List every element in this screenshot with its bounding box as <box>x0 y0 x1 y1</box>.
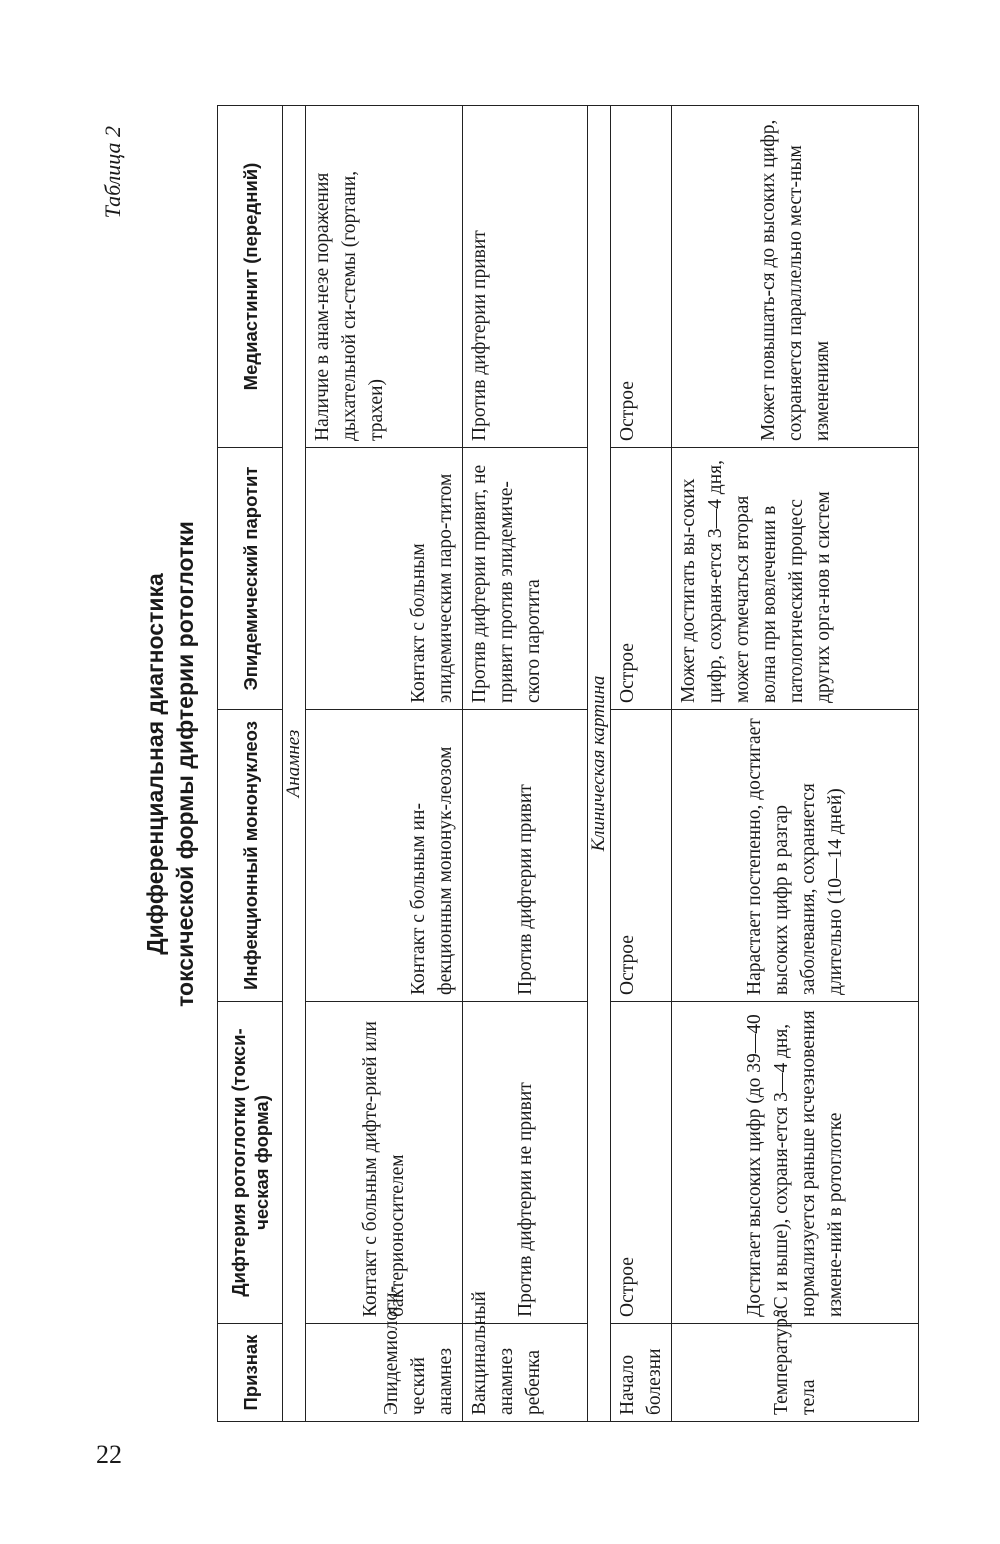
cell-diphtheria: Острое <box>611 1002 672 1324</box>
col-header-sign: Признак <box>218 1324 283 1422</box>
cell-sign: Температура тела <box>672 1324 919 1422</box>
header-row <box>218 106 283 1422</box>
col-header-mononucleosis: Инфекционный мононуклеоз <box>218 710 283 1002</box>
cell-mediastinitis: Наличие в анам-незе поражения дыхательной си-стемы (гортани, трахеи) <box>306 106 463 448</box>
section-heading-anamnesis: Анамнез <box>283 106 306 1422</box>
differential-diagnosis-table <box>217 105 919 1422</box>
cell-mononucleosis: Нарастает постепенно, достигает высоких цифр в разгар заболевания, сохраняется длительно (10—14 дней) <box>672 710 919 1002</box>
cell-mumps: Контакт с больным эпидемическим паро-титом <box>306 448 463 710</box>
cell-mediastinitis: Против дифтерии привит <box>463 106 588 448</box>
section-heading-clinical: Клиническая картина <box>588 106 611 1422</box>
col-header-mediastinitis: Медиастинит (передний) <box>218 106 283 448</box>
cell-diphtheria: Достигает высоких цифр (до 39—40 °С и выше), сохраня-ется 3—4 дня, нормализуется раньше исчезновения измене-ний в ротоглотке <box>672 1002 919 1324</box>
cell-sign: Вакцинальный анамнез ребенка <box>463 1324 588 1422</box>
table-title-line-2: токсической формы дифтерии ротоглотки <box>172 521 198 1007</box>
cell-mononucleosis: Контакт с больным ин-фекционным мононук-леозом <box>306 710 463 1002</box>
table-title <box>140 104 200 1424</box>
cell-mononucleosis: Против дифтерии привит <box>463 710 588 1002</box>
table-row-onset <box>611 106 672 1422</box>
cell-sign: Эпидемиологи-ческий анамнез <box>306 1324 463 1422</box>
cell-mediastinitis: Острое <box>611 106 672 448</box>
page-number: 22 <box>96 1440 122 1469</box>
col-header-diphtheria: Дифтерия ротоглотки (токси-ческая форма) <box>218 1002 283 1324</box>
table-row-temperature <box>672 106 919 1422</box>
cell-mumps: Острое <box>611 448 672 710</box>
table-row-epidemiological <box>306 106 463 1422</box>
table-title-line-1: Дифференциальная диагностика <box>142 573 168 955</box>
cell-mumps: Может достигать вы-соких цифр, сохраня-ется 3—4 дня, может отмечаться вторая волна при вовлечении в патологический процесс других орга-нов и систем <box>672 448 919 710</box>
table-row-vaccination <box>463 106 588 1422</box>
cell-sign: Начало болезни <box>611 1324 672 1422</box>
cell-mumps: Против дифтерии привит, не привит против эпидемиче-ского паротита <box>463 448 588 710</box>
section-row-anamnesis <box>283 106 306 1422</box>
section-row-clinical <box>588 106 611 1422</box>
cell-diphtheria: Против дифтерии не привит <box>463 1002 588 1324</box>
cell-diphtheria: Контакт с больным дифте-рией или бактерионосителем <box>306 1002 463 1324</box>
col-header-mumps: Эпидемический паротит <box>218 448 283 710</box>
cell-mediastinitis: Может повышать-ся до высоких цифр, сохраняется параллельно мест-ным изменениям <box>672 106 919 448</box>
table-label: Таблица 2 <box>100 126 125 219</box>
cell-mononucleosis: Острое <box>611 710 672 1002</box>
